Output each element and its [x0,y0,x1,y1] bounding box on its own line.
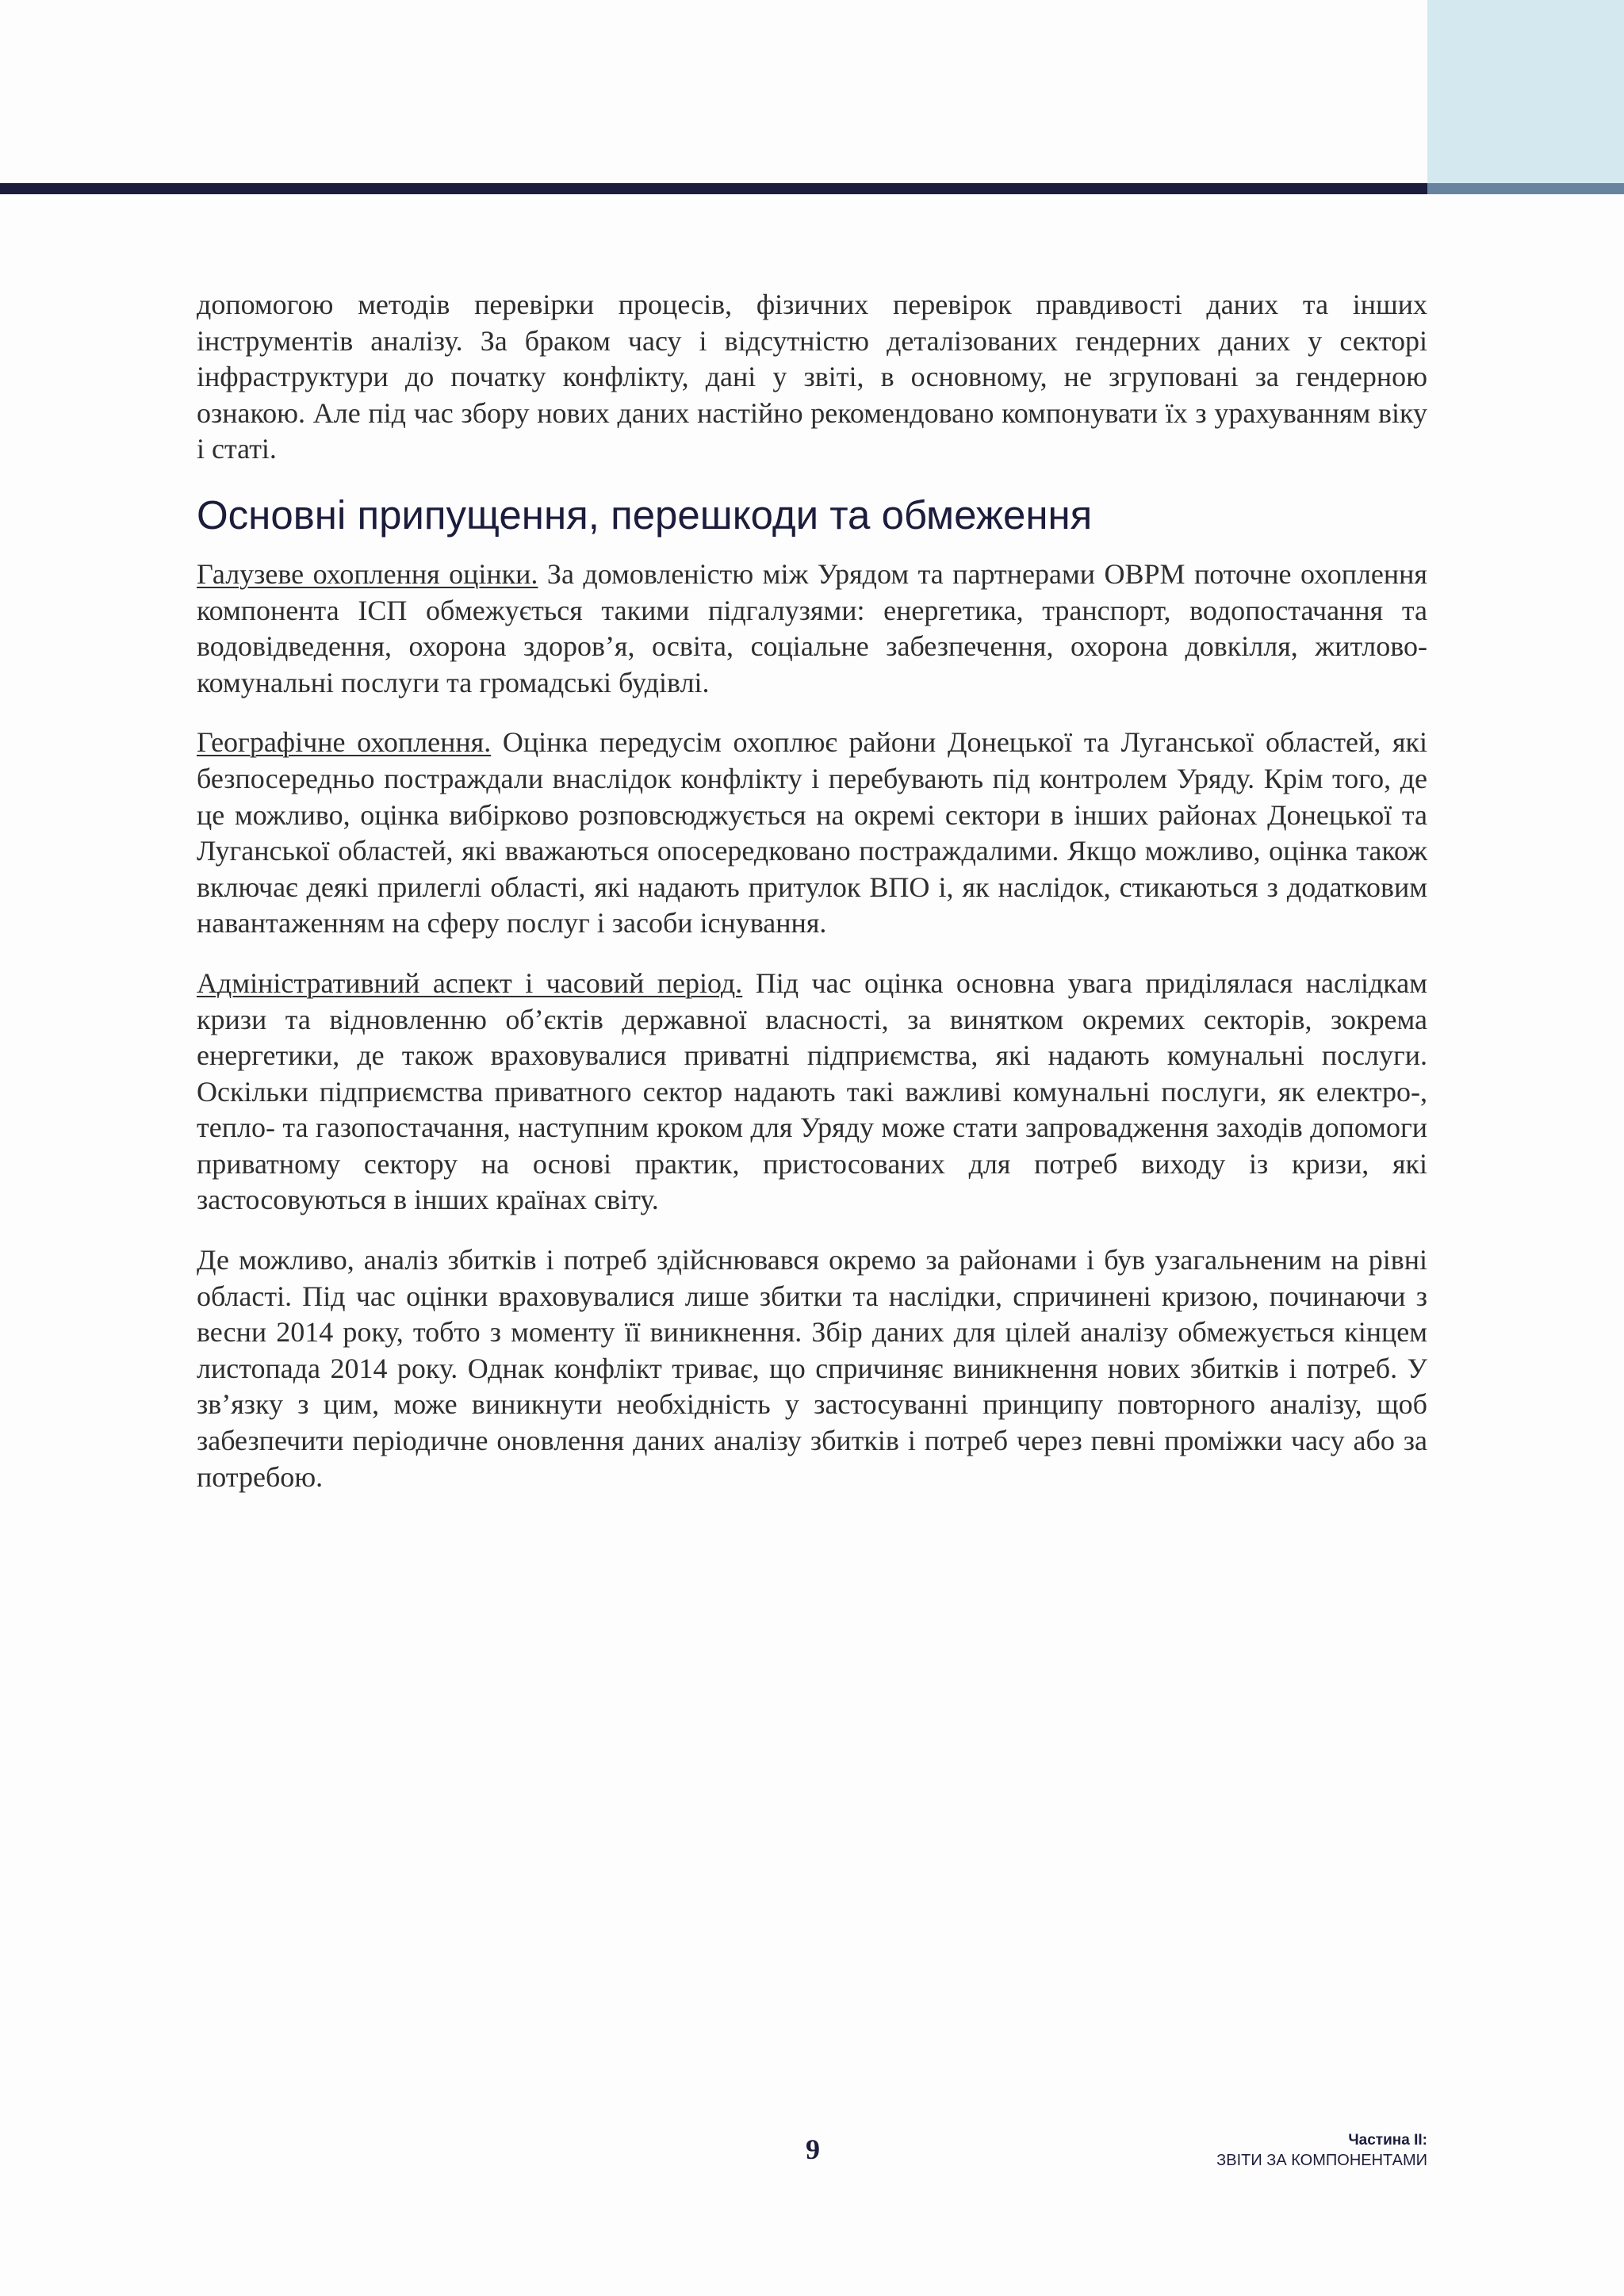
paragraph-damage-analysis [197,1242,1427,1495]
footer-part-number: Частина ІІ: [1348,2132,1427,2149]
paragraph-text: Під час оцінка основна увага приділялася наслідкам кризи та відновленню об’єктів державної власності, за винятком окремих секторів, зокрема енергетики, де також враховувалися приватні підприємства, які надають комунальні послуги. Оскільки підприємства приватного сектор надають такі важливі комунальні послуги, як електро-, тепло- та газопостачання, наступним кроком для Уряду може стати запровадження заходів допомоги приватному сектору на основі практик, пристосованих для потреб виходу із кризи, які застосовуються в інших країнах світу. [197,966,1427,1216]
header-corner-rule [1427,183,1624,194]
header-corner-block [1427,0,1624,183]
paragraph-lead: Галузеве охоплення оцінки. [197,557,538,590]
paragraph-text: Де можливо, аналіз збитків і потреб здійснювався окремо за районами і був узагальненим на рівні області. Під час оцінки враховувалися лише збитки та наслідки, спричинені кризою, починаючи з весни 2014 року, тобто з моменту її виникнення. Збір даних для цілей аналізу обмежується кінцем листопада 2014 року. Однак конфлікт триває, що спричиняє виникнення нових збитків і потреб. У зв’язку з цим, може виникнути необхідність у застосуванні принципу повторного аналізу, щоб забезпечити періодичне оновлення даних аналізу збитків і потреб через певні проміжки часу або за потребою. [197,1244,1427,1493]
page-number: 9 [806,2133,820,2165]
paragraph-text: За домовленістю між Урядом та партнерами ОВРМ поточне охоплення компонента ІСП обмежується такими підгалузями: енергетика, транспорт, водопостачання та водовідведення, охорона здоров’я, освіта, соціальне забезпечення, охорона довкілля, житлово-комунальні послуги та громадські будівлі. [197,557,1427,698]
footer-part-label [1216,2131,1427,2171]
section-heading: Основні припущення, перешкоди та обмеження [197,492,1093,538]
footer-part-title: ЗВІТИ ЗА КОМПОНЕНТАМИ [1216,2152,1427,2169]
page-body [197,287,1427,1519]
paragraph-geographic-coverage [197,725,1427,942]
paragraph-administrative-aspect [197,966,1427,1219]
paragraph-lead: Адміністративний аспект і часовий період. [197,966,743,999]
header-rule [0,183,1427,194]
paragraph-lead: Географічне охоплення. [197,726,492,759]
intro-paragraph: допомогою методів перевірки процесів, фізичних перевірок правдивості даних та інших інструментів аналізу. За браком часу і відсутністю деталізованих гендерних даних у секторі інфраструктури до початку конфлікту, дані у звіті, в основному, не згруповані за гендерною ознакою. Але під час збору нових даних настійно рекомендовано компонувати їх з урахуванням віку і статі. [197,289,1427,465]
paragraph-text: Оцінка передусім охоплює райони Донецької та Луганської областей, які безпосередньо постраждали внаслідок конфлікту і перебувають під контролем Уряду. Крім того, де це можливо, оцінка вибірково розповсюджується на окремі сектори в інших районах Донецької та Луганської областей, які вважаються опосередковано постраждалими. Якщо можливо, оцінка також включає деякі прилеглі області, які надають притулок ВПО і, як наслідок, стикаються з додатковим навантаженням на сферу послуг і засоби існування. [197,726,1427,939]
paragraph-sector-coverage [197,557,1427,701]
